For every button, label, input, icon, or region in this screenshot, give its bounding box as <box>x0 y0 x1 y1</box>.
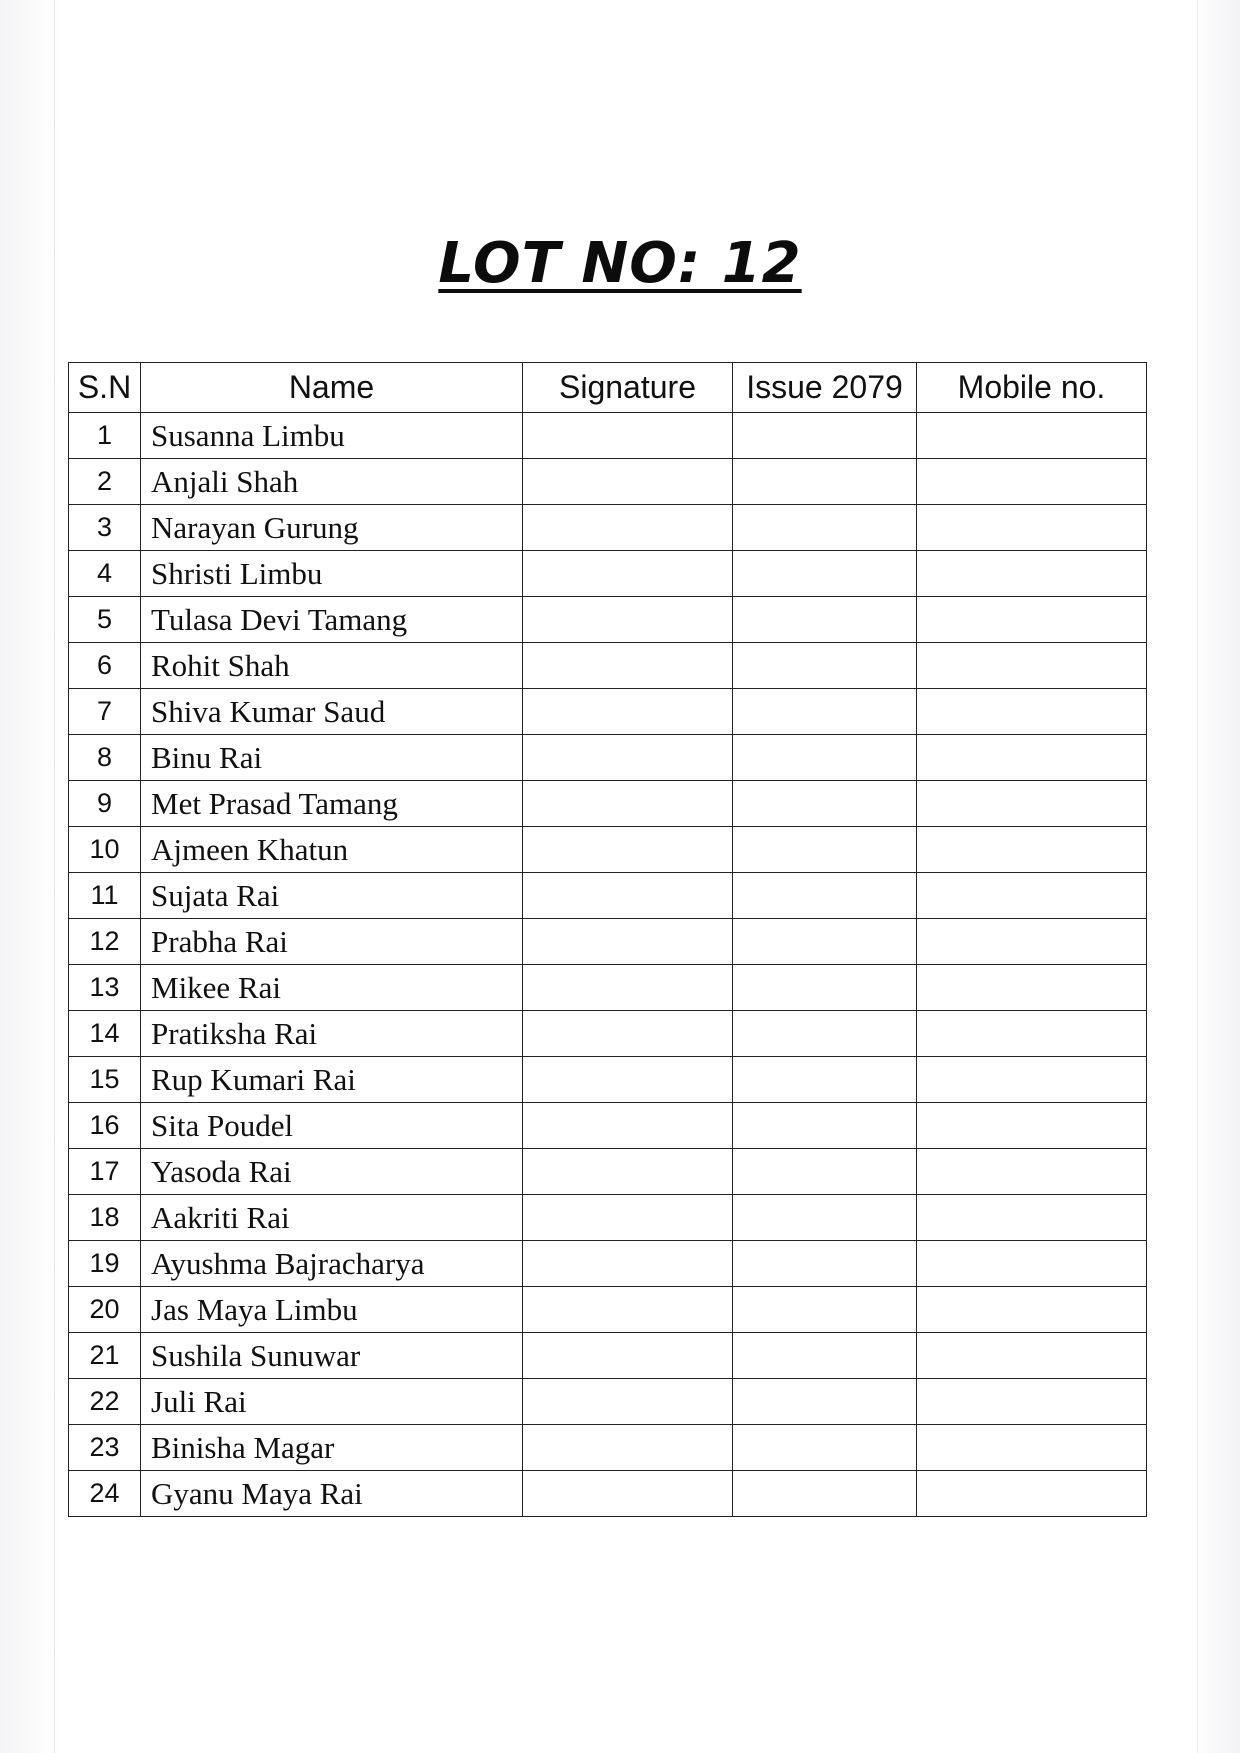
cell-sn: 12 <box>69 919 141 965</box>
cell-name: Aakriti Rai <box>141 1195 523 1241</box>
table-row <box>69 413 1147 459</box>
cell-mobile <box>917 1471 1147 1517</box>
table-row <box>69 1471 1147 1517</box>
table-row <box>69 1149 1147 1195</box>
cell-signature <box>523 781 733 827</box>
cell-signature <box>523 597 733 643</box>
cell-name: Met Prasad Tamang <box>141 781 523 827</box>
cell-signature <box>523 1149 733 1195</box>
cell-issue <box>733 643 917 689</box>
cell-name: Shristi Limbu <box>141 551 523 597</box>
cell-mobile <box>917 643 1147 689</box>
cell-name: Pratiksha Rai <box>141 1011 523 1057</box>
cell-name: Ayushma Bajracharya <box>141 1241 523 1287</box>
table-row <box>69 1333 1147 1379</box>
cell-sn: 5 <box>69 597 141 643</box>
table-row <box>69 1425 1147 1471</box>
cell-issue <box>733 735 917 781</box>
cell-sn: 10 <box>69 827 141 873</box>
cell-sn: 15 <box>69 1057 141 1103</box>
cell-signature <box>523 505 733 551</box>
cell-name: Gyanu Maya Rai <box>141 1471 523 1517</box>
roster-table <box>68 362 1147 1517</box>
cell-name: Mikee Rai <box>141 965 523 1011</box>
cell-mobile <box>917 1425 1147 1471</box>
cell-sn: 24 <box>69 1471 141 1517</box>
cell-issue <box>733 873 917 919</box>
cell-signature <box>523 459 733 505</box>
table-row <box>69 551 1147 597</box>
cell-sn: 22 <box>69 1379 141 1425</box>
cell-signature <box>523 413 733 459</box>
cell-name: Shiva Kumar Saud <box>141 689 523 735</box>
table-row <box>69 1057 1147 1103</box>
cell-signature <box>523 1103 733 1149</box>
cell-mobile <box>917 919 1147 965</box>
cell-name: Rup Kumari Rai <box>141 1057 523 1103</box>
cell-sn: 19 <box>69 1241 141 1287</box>
cell-name: Sita Poudel <box>141 1103 523 1149</box>
table-header <box>69 363 1147 413</box>
cell-issue <box>733 1195 917 1241</box>
cell-issue <box>733 1379 917 1425</box>
table-body <box>69 413 1147 1517</box>
cell-signature <box>523 1425 733 1471</box>
cell-sn: 16 <box>69 1103 141 1149</box>
cell-signature <box>523 1287 733 1333</box>
table-row <box>69 1011 1147 1057</box>
cell-name: Binisha Magar <box>141 1425 523 1471</box>
cell-mobile <box>917 965 1147 1011</box>
cell-sn: 11 <box>69 873 141 919</box>
cell-issue <box>733 597 917 643</box>
cell-signature <box>523 735 733 781</box>
cell-issue <box>733 919 917 965</box>
cell-sn: 14 <box>69 1011 141 1057</box>
cell-signature <box>523 689 733 735</box>
cell-mobile <box>917 1057 1147 1103</box>
cell-mobile <box>917 1333 1147 1379</box>
cell-mobile <box>917 597 1147 643</box>
cell-signature <box>523 1379 733 1425</box>
cell-signature <box>523 551 733 597</box>
cell-signature <box>523 1333 733 1379</box>
cell-issue <box>733 827 917 873</box>
cell-sn: 13 <box>69 965 141 1011</box>
cell-name: Ajmeen Khatun <box>141 827 523 873</box>
cell-sn: 21 <box>69 1333 141 1379</box>
header-signature: Signature <box>523 363 733 413</box>
cell-signature <box>523 919 733 965</box>
cell-name: Rohit Shah <box>141 643 523 689</box>
cell-issue <box>733 1471 917 1517</box>
table-row <box>69 1287 1147 1333</box>
cell-name: Jas Maya Limbu <box>141 1287 523 1333</box>
table-row <box>69 505 1147 551</box>
cell-issue <box>733 781 917 827</box>
cell-issue <box>733 1241 917 1287</box>
cell-name: Juli Rai <box>141 1379 523 1425</box>
cell-name: Sushila Sunuwar <box>141 1333 523 1379</box>
cell-signature <box>523 643 733 689</box>
cell-mobile <box>917 1011 1147 1057</box>
cell-name: Narayan Gurung <box>141 505 523 551</box>
cell-issue <box>733 1425 917 1471</box>
cell-signature <box>523 965 733 1011</box>
cell-mobile <box>917 1103 1147 1149</box>
cell-signature <box>523 1011 733 1057</box>
cell-sn: 18 <box>69 1195 141 1241</box>
cell-name: Susanna Limbu <box>141 413 523 459</box>
cell-issue <box>733 1149 917 1195</box>
cell-sn: 3 <box>69 505 141 551</box>
table-row <box>69 873 1147 919</box>
table-row <box>69 459 1147 505</box>
table-row <box>69 919 1147 965</box>
table-row <box>69 1241 1147 1287</box>
cell-mobile <box>917 873 1147 919</box>
cell-mobile <box>917 827 1147 873</box>
title-block <box>0 232 1240 296</box>
cell-signature <box>523 1057 733 1103</box>
cell-sn: 9 <box>69 781 141 827</box>
cell-issue <box>733 505 917 551</box>
cell-issue <box>733 1333 917 1379</box>
header-row <box>69 363 1147 413</box>
cell-issue <box>733 689 917 735</box>
cell-mobile <box>917 1195 1147 1241</box>
cell-name: Tulasa Devi Tamang <box>141 597 523 643</box>
table-row <box>69 965 1147 1011</box>
cell-signature <box>523 873 733 919</box>
cell-mobile <box>917 735 1147 781</box>
table-row <box>69 827 1147 873</box>
page-title: LOT NO: 12 <box>438 231 802 296</box>
cell-sn: 23 <box>69 1425 141 1471</box>
table-row <box>69 735 1147 781</box>
cell-sn: 7 <box>69 689 141 735</box>
table-row <box>69 643 1147 689</box>
cell-sn: 8 <box>69 735 141 781</box>
cell-mobile <box>917 1379 1147 1425</box>
cell-mobile <box>917 689 1147 735</box>
cell-signature <box>523 1241 733 1287</box>
table-row <box>69 1103 1147 1149</box>
cell-sn: 20 <box>69 1287 141 1333</box>
header-mobile: Mobile no. <box>917 363 1147 413</box>
cell-sn: 4 <box>69 551 141 597</box>
cell-issue <box>733 459 917 505</box>
cell-mobile <box>917 551 1147 597</box>
cell-signature <box>523 827 733 873</box>
cell-issue <box>733 1057 917 1103</box>
table-row <box>69 689 1147 735</box>
table-row <box>69 1195 1147 1241</box>
cell-signature <box>523 1471 733 1517</box>
cell-signature <box>523 1195 733 1241</box>
cell-issue <box>733 1011 917 1057</box>
cell-sn: 6 <box>69 643 141 689</box>
cell-issue <box>733 551 917 597</box>
header-issue: Issue 2079 <box>733 363 917 413</box>
cell-name: Anjali Shah <box>141 459 523 505</box>
cell-sn: 1 <box>69 413 141 459</box>
cell-name: Sujata Rai <box>141 873 523 919</box>
cell-name: Binu Rai <box>141 735 523 781</box>
table-row <box>69 597 1147 643</box>
header-name: Name <box>141 363 523 413</box>
cell-name: Prabha Rai <box>141 919 523 965</box>
table-row <box>69 781 1147 827</box>
cell-mobile <box>917 459 1147 505</box>
cell-sn: 2 <box>69 459 141 505</box>
cell-mobile <box>917 1241 1147 1287</box>
cell-issue <box>733 413 917 459</box>
cell-name: Yasoda Rai <box>141 1149 523 1195</box>
cell-sn: 17 <box>69 1149 141 1195</box>
cell-mobile <box>917 1287 1147 1333</box>
cell-mobile <box>917 781 1147 827</box>
cell-issue <box>733 965 917 1011</box>
cell-mobile <box>917 1149 1147 1195</box>
cell-issue <box>733 1287 917 1333</box>
cell-mobile <box>917 413 1147 459</box>
header-sn: S.N <box>69 363 141 413</box>
table-row <box>69 1379 1147 1425</box>
cell-mobile <box>917 505 1147 551</box>
cell-issue <box>733 1103 917 1149</box>
